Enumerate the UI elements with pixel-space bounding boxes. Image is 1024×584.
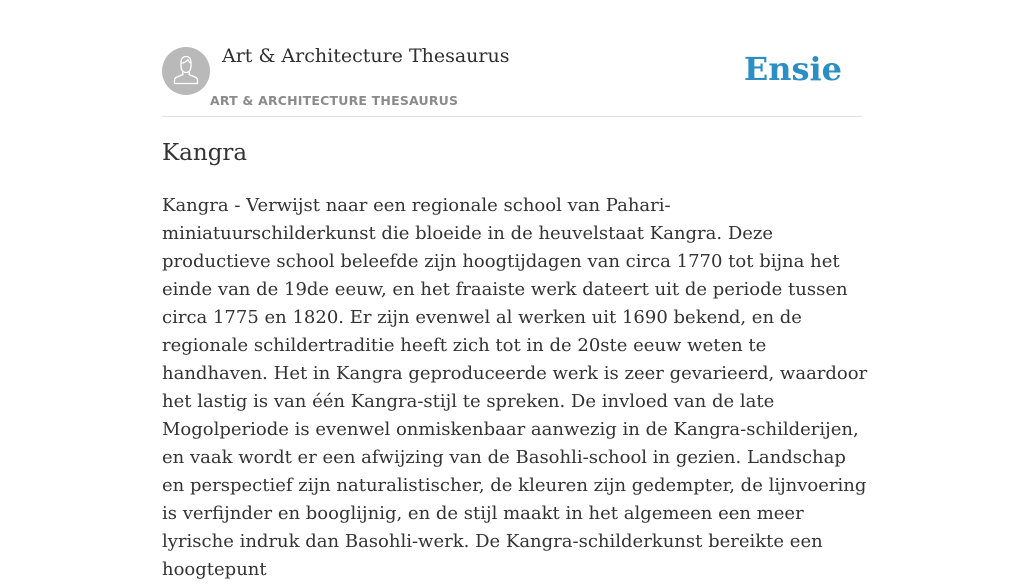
source-header (162, 0, 862, 117)
entry-title: Kangra (162, 140, 248, 166)
source-avatar[interactable] (162, 47, 210, 95)
source-title[interactable]: Art & Architecture Thesaurus (222, 45, 510, 67)
source-subtitle[interactable]: ART & ARCHITECTURE THESAURUS (210, 93, 459, 108)
ensie-logo[interactable]: Ensie (743, 50, 842, 88)
user-silhouette-icon (162, 47, 210, 95)
entry-body: Kangra - Verwijst naar een regionale school van Pahari-miniatuurschilderkunst die bloeide in de heuvelstaat Kangra. Deze productieve school beleefde zijn hoogtijdagen van circa 1770 tot bijna het einde van de 19de eeuw, en het fraaiste werk dateert uit de periode tussen circa 1775 en 1820. Er zijn evenwel al werken uit 1690 bekend, en de regionale schildertraditie heeft zich tot in de 20ste eeuw weten te handhaven. Het in Kangra geproduceerde werk is zeer gevarieerd, waardoor het lastig is van één Kangra-stijl te spreken. De invloed van de late Mogolperiode is evenwel onmiskenbaar aanwezig in de Kangra-schilderijen, en vaak wordt er een afwijzing van de Basohli-school in gezien. Landschap en perspectief zijn naturalistischer, de kleuren zijn gedempter, de lijnvoering is verfijnder en booglijnig, en de stijl maakt in het algemeen een meer lyrische indruk dan Basohli-werk. De Kangra-schilderkunst bereikte een hoogtepunt (162, 195, 868, 580)
